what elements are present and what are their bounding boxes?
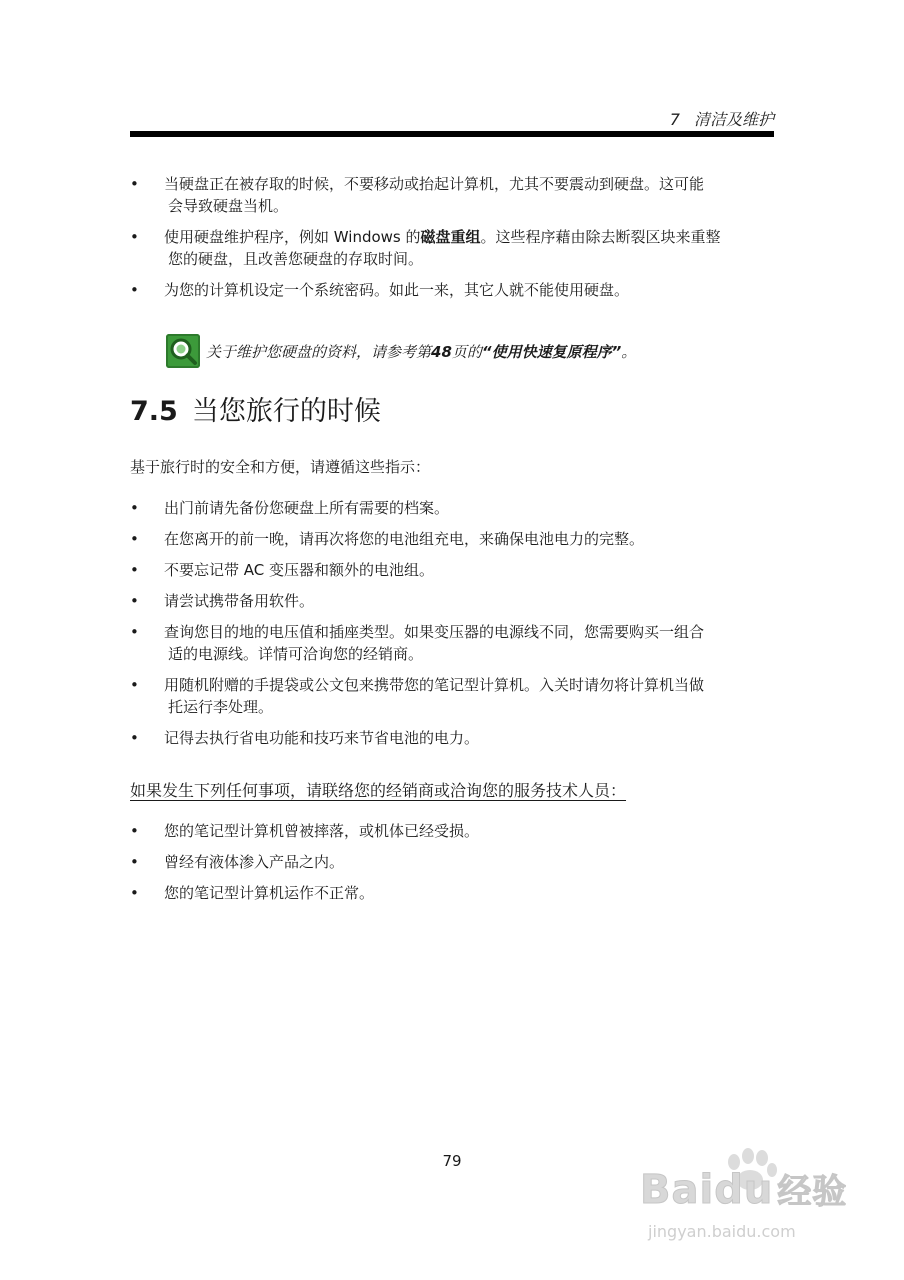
item-text: 使用硬盘维护程序，例如 Windows 的 <box>164 228 421 246</box>
contact-conditions-list <box>130 820 780 913</box>
watermark-logo <box>640 1164 847 1213</box>
bullet: • <box>130 592 139 610</box>
bullet: • <box>130 822 139 840</box>
list-item <box>130 279 780 301</box>
list-item <box>130 590 780 612</box>
item-line: 曾经有液体渗入产品之内。 <box>164 853 345 871</box>
watermark-logo-cn: 经验 <box>777 1172 848 1212</box>
page-number: 79 <box>442 1152 462 1170</box>
list-item <box>130 727 780 749</box>
note-text <box>206 341 636 362</box>
magnifier-note-icon <box>166 334 200 368</box>
item-line: 不要忘记带 AC 变压器和额外的电池组。 <box>164 561 435 579</box>
item-line: 用随机附赠的手提袋或公文包来携带您的笔记型计算机。入关时请勿将计算机当做 <box>164 676 705 694</box>
list-item <box>130 621 780 665</box>
bullet: • <box>130 175 139 193</box>
list-item <box>130 882 780 904</box>
header-rule <box>130 131 774 137</box>
item-line: 查询您目的地的电压值和插座类型。如果变压器的电源线不同，您需要购买一组合 <box>164 623 705 641</box>
bullet: • <box>130 530 139 548</box>
section-heading <box>130 393 381 430</box>
note-text-part: 页的 <box>451 342 482 361</box>
note-cross-ref: “使用快速复原程序” <box>481 342 622 361</box>
baidu-jingyan-watermark <box>636 1144 876 1252</box>
note-page-ref: 48 <box>431 342 452 361</box>
list-item <box>130 851 780 873</box>
item-line: 为您的计算机设定一个系统密码。如此一来，其它人就不能使用硬盘。 <box>164 281 630 299</box>
intro-paragraph: 基于旅行时的安全和方便，请遵循这些指示： <box>130 458 431 476</box>
bullet: • <box>130 499 139 517</box>
list-item <box>130 820 780 842</box>
watermark-url: jingyan.baidu.com <box>648 1222 796 1241</box>
note-text-part: 。 <box>621 342 637 361</box>
list-item <box>130 674 780 718</box>
item-line: 您的笔记型计算机曾被摔落，或机体已经受损。 <box>164 822 480 840</box>
list-item <box>130 226 780 270</box>
bullet: • <box>130 281 139 299</box>
bullet: • <box>130 676 139 694</box>
item-line: 请尝试携带备用软件。 <box>164 592 315 610</box>
bullet: • <box>130 884 139 902</box>
item-line-continued: 适的电源线。详情可洽询您的经销商。 <box>168 645 424 663</box>
section-title: 当您旅行的时候 <box>191 396 381 427</box>
list-item <box>130 528 780 550</box>
section-number: 7.5 <box>130 396 178 427</box>
hard-disk-tips-list <box>130 173 780 310</box>
chapter-number: 7 <box>669 110 680 129</box>
item-line <box>164 226 780 248</box>
watermark-logo-latin: Baidu <box>640 1167 774 1213</box>
list-item <box>130 497 780 519</box>
running-header <box>670 107 774 130</box>
travel-tips-list <box>130 497 780 758</box>
bullet: • <box>130 228 139 246</box>
bullet: • <box>130 853 139 871</box>
item-line-continued: 托运行李处理。 <box>168 698 274 716</box>
list-item <box>130 173 780 217</box>
item-line: 出门前请先备份您硬盘上所有需要的档案。 <box>164 499 450 517</box>
item-line-continued: 您的硬盘，且改善您硬盘的存取时间。 <box>168 250 424 268</box>
item-line-continued: 会导致硬盘当机。 <box>168 197 289 215</box>
note-text-part: 关于维护您硬盘的资料，请参考第 <box>206 342 432 361</box>
item-line: 当硬盘正在被存取的时候，不要移动或抬起计算机，尤其不要震动到硬盘。这可能 <box>164 175 705 193</box>
item-line: 记得去执行省电功能和技巧来节省电池的电力。 <box>164 729 480 747</box>
defrag-term: 磁盘重组 <box>420 228 481 246</box>
chapter-title: 清洁及维护 <box>693 110 774 129</box>
item-text: 。这些程序藉由除去断裂区块来重整 <box>480 228 721 246</box>
list-item <box>130 559 780 581</box>
bullet: • <box>130 561 139 579</box>
note <box>166 333 636 369</box>
item-line: 在您离开的前一晚，请再次将您的电池组充电，来确保电池电力的完整。 <box>164 530 645 548</box>
bullet: • <box>130 623 139 641</box>
item-line: 您的笔记型计算机运作不正常。 <box>164 884 375 902</box>
contact-dealer-heading: 如果发生下列任何事项，请联络您的经销商或洽询您的服务技术人员： <box>130 781 627 800</box>
bullet: • <box>130 729 139 747</box>
